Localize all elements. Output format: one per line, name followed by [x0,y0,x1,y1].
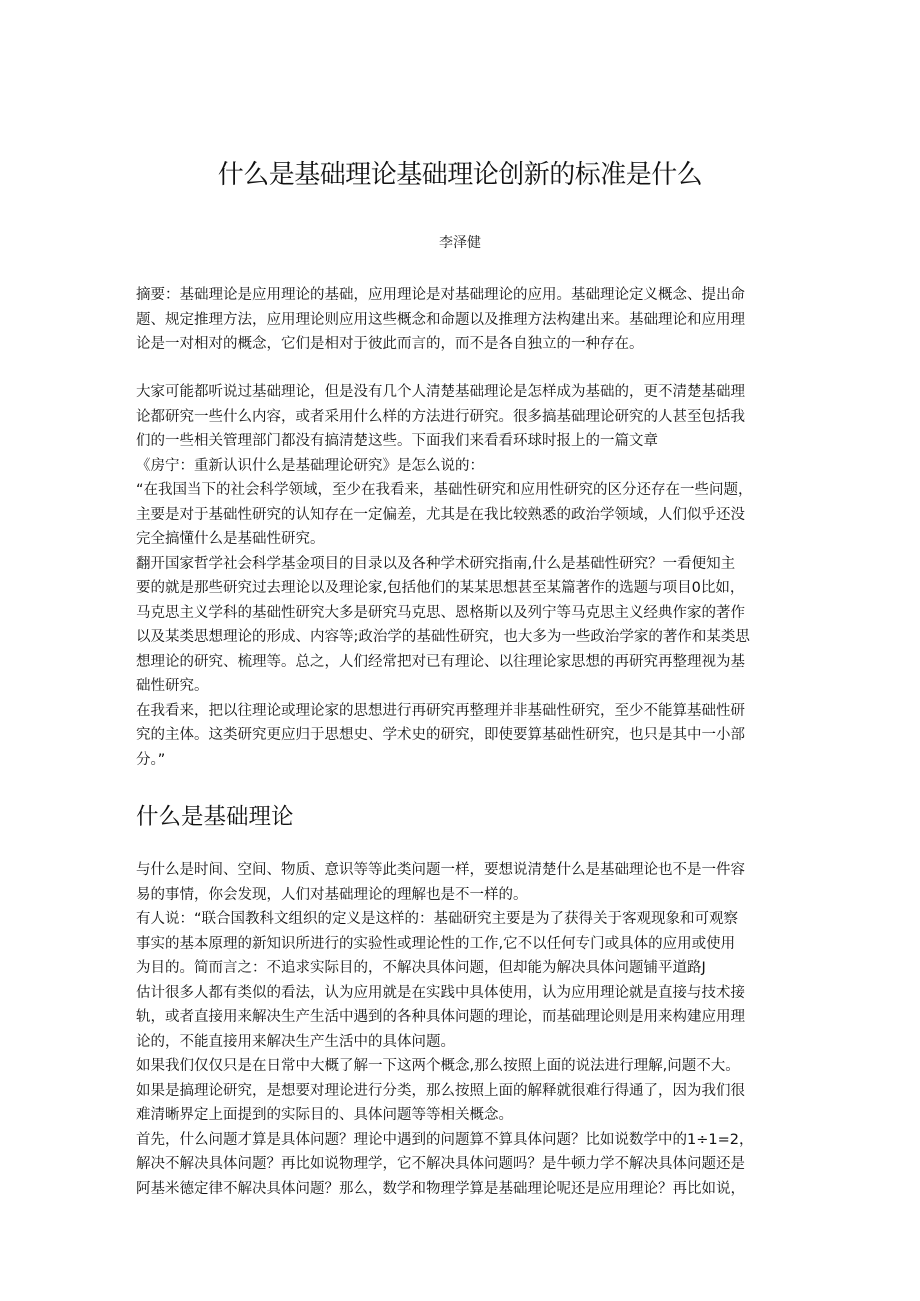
section-heading: 什么是基础理论 [136,804,294,830]
paragraph: “在我国当下的社会科学领域，至少在我看来，基础性研究和应用性研究的区分还存在一些问题， 主要是对于基础性研究的认知存在一定偏差，尤其是在我比较熟悉的政治学领域，人们似乎还没 完全搞懂什么是基础性研究。 [136,482,753,547]
paragraph: 如果我们仅仅只是在日常中大概了解一下这两个概念,那么按照上面的说法进行理解,问题不大。 [136,1058,740,1074]
paragraph: 有人说：“联合国教科文组织的定义是这样的：基础研究主要是为了获得关于客观现象和可观察 事实的基本原理的新知识所进行的实验性或理论性的工作,它不以任何专门或具体的应用或使用 为目的。简而言之：不追求实际目的，不解决具体问题，但却能为解决具体问题铺平道路J [136,911,739,976]
section-block [136,858,796,1201]
abstract-paragraph: 摘要：基础理论是应用理论的基础，应用理论是对基础理论的应用。基础理论定义概念、提出命 题、规定推理方法，应用理论则应用这些概念和命题以及推理方法构建出来。基础理论和应用理 论是一对相对的概念，它们是相对于彼此而言的，而不是各自独立的一种存在。 [136,287,745,352]
paragraph: 大家可能都听说过基础理论，但是没有几个人清楚基础理论是怎样成为基础的，更不清楚基础理 论都研究一些什么内容，或者采用什么样的方法进行研究。很多搞基础理论研究的人甚至包括我 们的一些相关管理部门都没有搞清楚这些。下面我们来看看环球时报上的一篇文章 [136,384,745,449]
paragraph: 《房宁：重新认识什么是基础理论研究》是怎么说的： [136,457,484,474]
author-name: 李泽健 [439,235,481,251]
intro-block [136,380,796,772]
paragraph: 首先，什么问题才算是具体问题？理论中遇到的问题算不算具体问题？比如说数学中的1÷1=2， 解决不解决具体问题？再比如说物理学，它不解决具体问题吗？是牛顿力学不解决具体问题还是 阿基米德定律不解决具体问题？那么，数学和物理学算是基础理论呢还是应用理论？再比如说， [136,1131,754,1197]
document-title: 什么是基础理论基础理论创新的标准是什么 [217,160,703,190]
paragraph: 翻开国家哲学社会科学基金项目的目录以及各种学术研究指南,什么是基础性研究？一看便知主 要的就是那些研究过去理论以及理论家,包括他们的某某思想甚至某篇著作的选题与项目0比如， 马克思主义学科的基础性研究大多是研究马克思、恩格斯以及列宁等马克思主义经典作家的著作 以及某类思想理论的形成、内容等;政治学的基础性研究，也大多为一些政治学家的著作和某类思 想理论的研究、梳理等。总之，人们经常把对已有理论、以往理论家思想的再研究再整理视为基 础性研究。 [136,555,750,694]
paragraph: 与什么是时间、空间、物质、意识等等此类问题一样，要想说清楚什么是基础理论也不是一件容 易的事情，你会发现，人们对基础理论的理解也是不一样的。 [136,862,745,903]
abstract-block [136,283,796,357]
paragraph: 估计很多人都有类似的看法，认为应用就是在实践中具体使用，认为应用理论就是直接与技术接 轨，或者直接用来解决生产生活中遇到的各种具体问题的理论，而基础理论则是用来构建应用理 论的，不能直接用来解决生产生活中的具体问题。 [136,984,745,1050]
paragraph: 如果是搞理论研究，是想要对理论进行分类，那么按照上面的解释就很难行得通了，因为我们很 难清晰界定上面提到的实际目的、具体问题等等相关概念。 [136,1082,745,1123]
paragraph: 在我看来，把以往理论或理论家的思想进行再研究再整理并非基础性研究，至少不能算基础性研 究的主体。这类研究更应归于思想史、学术史的研究，即使要算基础性研究，也只是其中一小部 分。” [136,702,745,768]
